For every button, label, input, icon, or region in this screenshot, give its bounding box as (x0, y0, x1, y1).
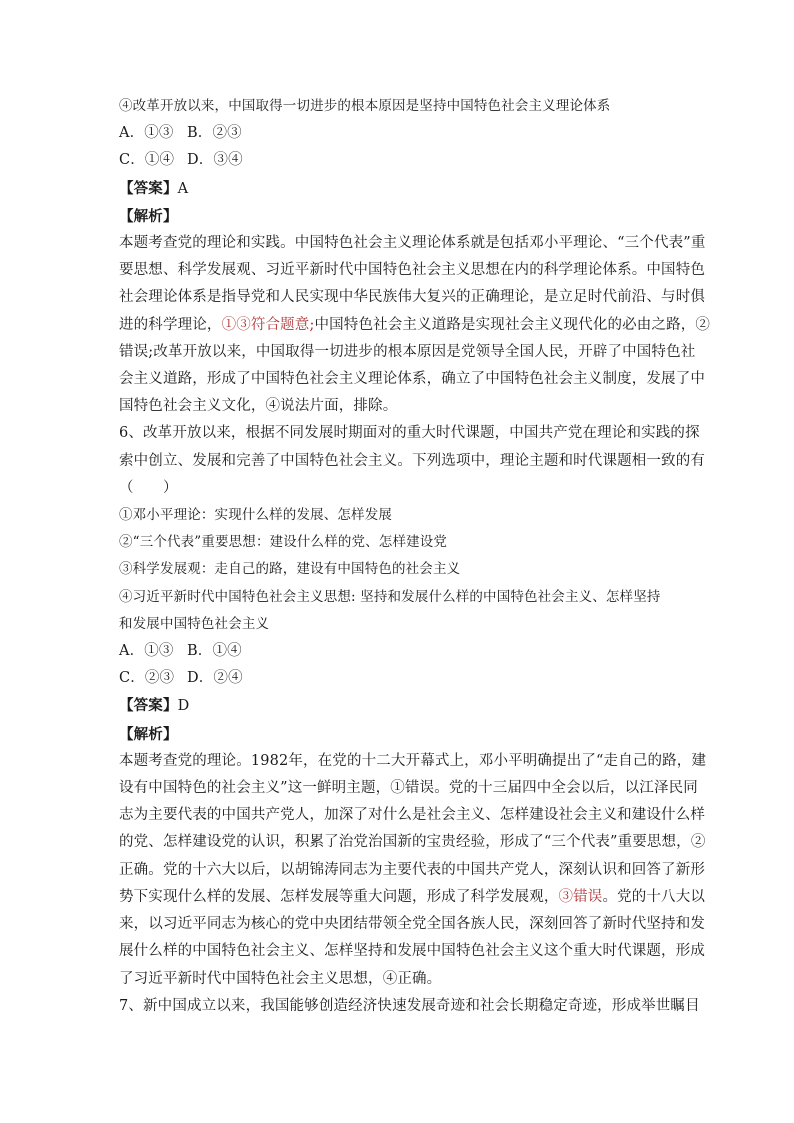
q6-stem-line: （ ） (119, 479, 178, 496)
q5-analysis-line: 要思想、科学发展观、习近平新时代中国特色社会主义思想在内的科学理论体系。中国特色 (119, 262, 705, 279)
q5-analysis-line: 本题考查党的理论和实践。中国特色社会主义理论体系就是包括邓小平理论、“三个代表”重 (119, 235, 706, 252)
q6-stem-line: 索中创立、发展和完善了中国特色社会主义。下列选项中，理论主题和时代课题相一致的有 (119, 452, 705, 469)
q5-option-b: B．②③ (187, 125, 242, 142)
q5-option-c: C．①④ (119, 152, 175, 169)
q6-answer-value: D (177, 698, 190, 715)
q6-item-4-cont: 和发展中国特色社会主义 (119, 615, 270, 632)
q6-item-3: ③科学发展观：走自己的路，建设有中国特色的社会主义 (119, 561, 461, 578)
q6-option-d: D．②④ (187, 670, 243, 687)
q5-analysis-text: 中国特色社会主义道路是实现社会主义现代化的必由之路，② (314, 316, 711, 333)
q6-analysis-line: 本题考查党的理论。1982年，在党的十二大开幕式上，邓小平明确提出了“走自己的路，建 (119, 752, 707, 769)
q6-option-b: B．①④ (187, 643, 242, 660)
q5-analysis-label: 【解析】 (119, 207, 178, 225)
q5-analysis-text: 进的科学理论， (119, 316, 222, 333)
q5-analysis-line: 会主义道路，形成了中国特色社会主义理论体系，确立了中国特色社会主义制度，发展了中 (119, 371, 705, 388)
q5-analysis-line: 社会理论体系是指导党和人民实现中华民族伟大复兴的正确理论，是立足时代前沿、与时俱 (119, 289, 705, 306)
q5-answer-label: 【答案】 (119, 179, 178, 197)
q6-analysis-line: 设有中国特色的社会主义”这一鲜明主题，①错误。党的十三届四中全会以后，以江泽民同 (119, 780, 698, 797)
q5-option-a: A．①③ (119, 125, 174, 142)
q6-item-4: ④习近平新时代中国特色社会主义思想: 坚持和发展什么样的中国特色社会主义、怎样坚持 (119, 588, 661, 605)
document-page (119, 93, 711, 1020)
q5-analysis-line: 错误;改革开放以来，中国取得一切进步的根本原因是党领导全国人民，开辟了中国特色社 (119, 343, 696, 360)
q6-options-row-1 (119, 638, 679, 665)
q7-stem-line: 7、新中国成立以来，我国能够创造经济快速发展奇迹和社会长期稳定奇迹，形成举世瞩目 (119, 997, 700, 1014)
q6-item-2: ②“三个代表”重要思想：建设什么样的党、怎样建设党 (119, 534, 448, 551)
q6-analysis-line: 正确。党的十六大以后，以胡锦涛同志为主要代表的中国共产党人，深刻认识和回答了新形 (119, 861, 705, 878)
q6-analysis-line-highlight (119, 884, 706, 911)
q6-analysis-line: 志为主要代表的中国共产党人，加深了对什么是社会主义、怎样建设社会主义和建设什么样 (119, 807, 705, 824)
q6-answer (119, 692, 679, 720)
q6-answer-label: 【答案】 (119, 697, 178, 715)
q6-analysis-line: 了习近平新时代中国特色社会主义思想，④正确。 (119, 970, 442, 987)
q6-option-c: C．②③ (119, 670, 175, 687)
q6-option-a: A．①③ (119, 643, 174, 660)
q6-analysis-text: 。党的十八大以 (602, 888, 706, 905)
q6-analysis-line: 来，以习近平同志为核心的党中央团结带领全党全国各族人民，深刻回答了新时代坚持和发 (119, 916, 705, 933)
q6-analysis-line: 展什么样的中国特色社会主义、怎样坚持和发展中国特色社会主义这个重大时代课题，形成 (119, 943, 705, 960)
q5-item-4: ④改革开放以来，中国取得一切进步的根本原因是坚持中国特色社会主义理论体系 (119, 98, 611, 114)
q5-analysis-highlight: ①③符合题意; (221, 316, 315, 333)
q5-answer (119, 175, 679, 203)
q5-analysis-line: 国特色社会主义文化，④说法片面，排除。 (119, 398, 398, 415)
q6-analysis-label: 【解析】 (119, 725, 178, 743)
q5-option-d: D．③④ (187, 152, 243, 169)
q6-analysis-line: 的党、怎样建设党的认识，积累了治党治国新的宝贵经验，形成了“三个代表”重要思想，② (119, 834, 706, 851)
q6-item-1: ①邓小平理论：实现什么样的发展、怎样发展 (119, 507, 392, 524)
q5-options-row-1 (119, 120, 679, 147)
q5-analysis-line-highlight (119, 312, 711, 339)
q6-analysis-highlight: ③错误 (558, 888, 603, 905)
q5-answer-value: A (177, 180, 189, 197)
q6-stem-line: 6、改革开放以来，根据不同发展时期面对的重大时代课题，中国共产党在理论和实践的探 (119, 425, 700, 442)
q6-analysis-text: 势下实现什么样的发展、怎样发展等重大问题，形成了科学发展观， (119, 888, 559, 905)
q5-options-row-2 (119, 147, 679, 174)
q6-options-row-2 (119, 665, 679, 692)
